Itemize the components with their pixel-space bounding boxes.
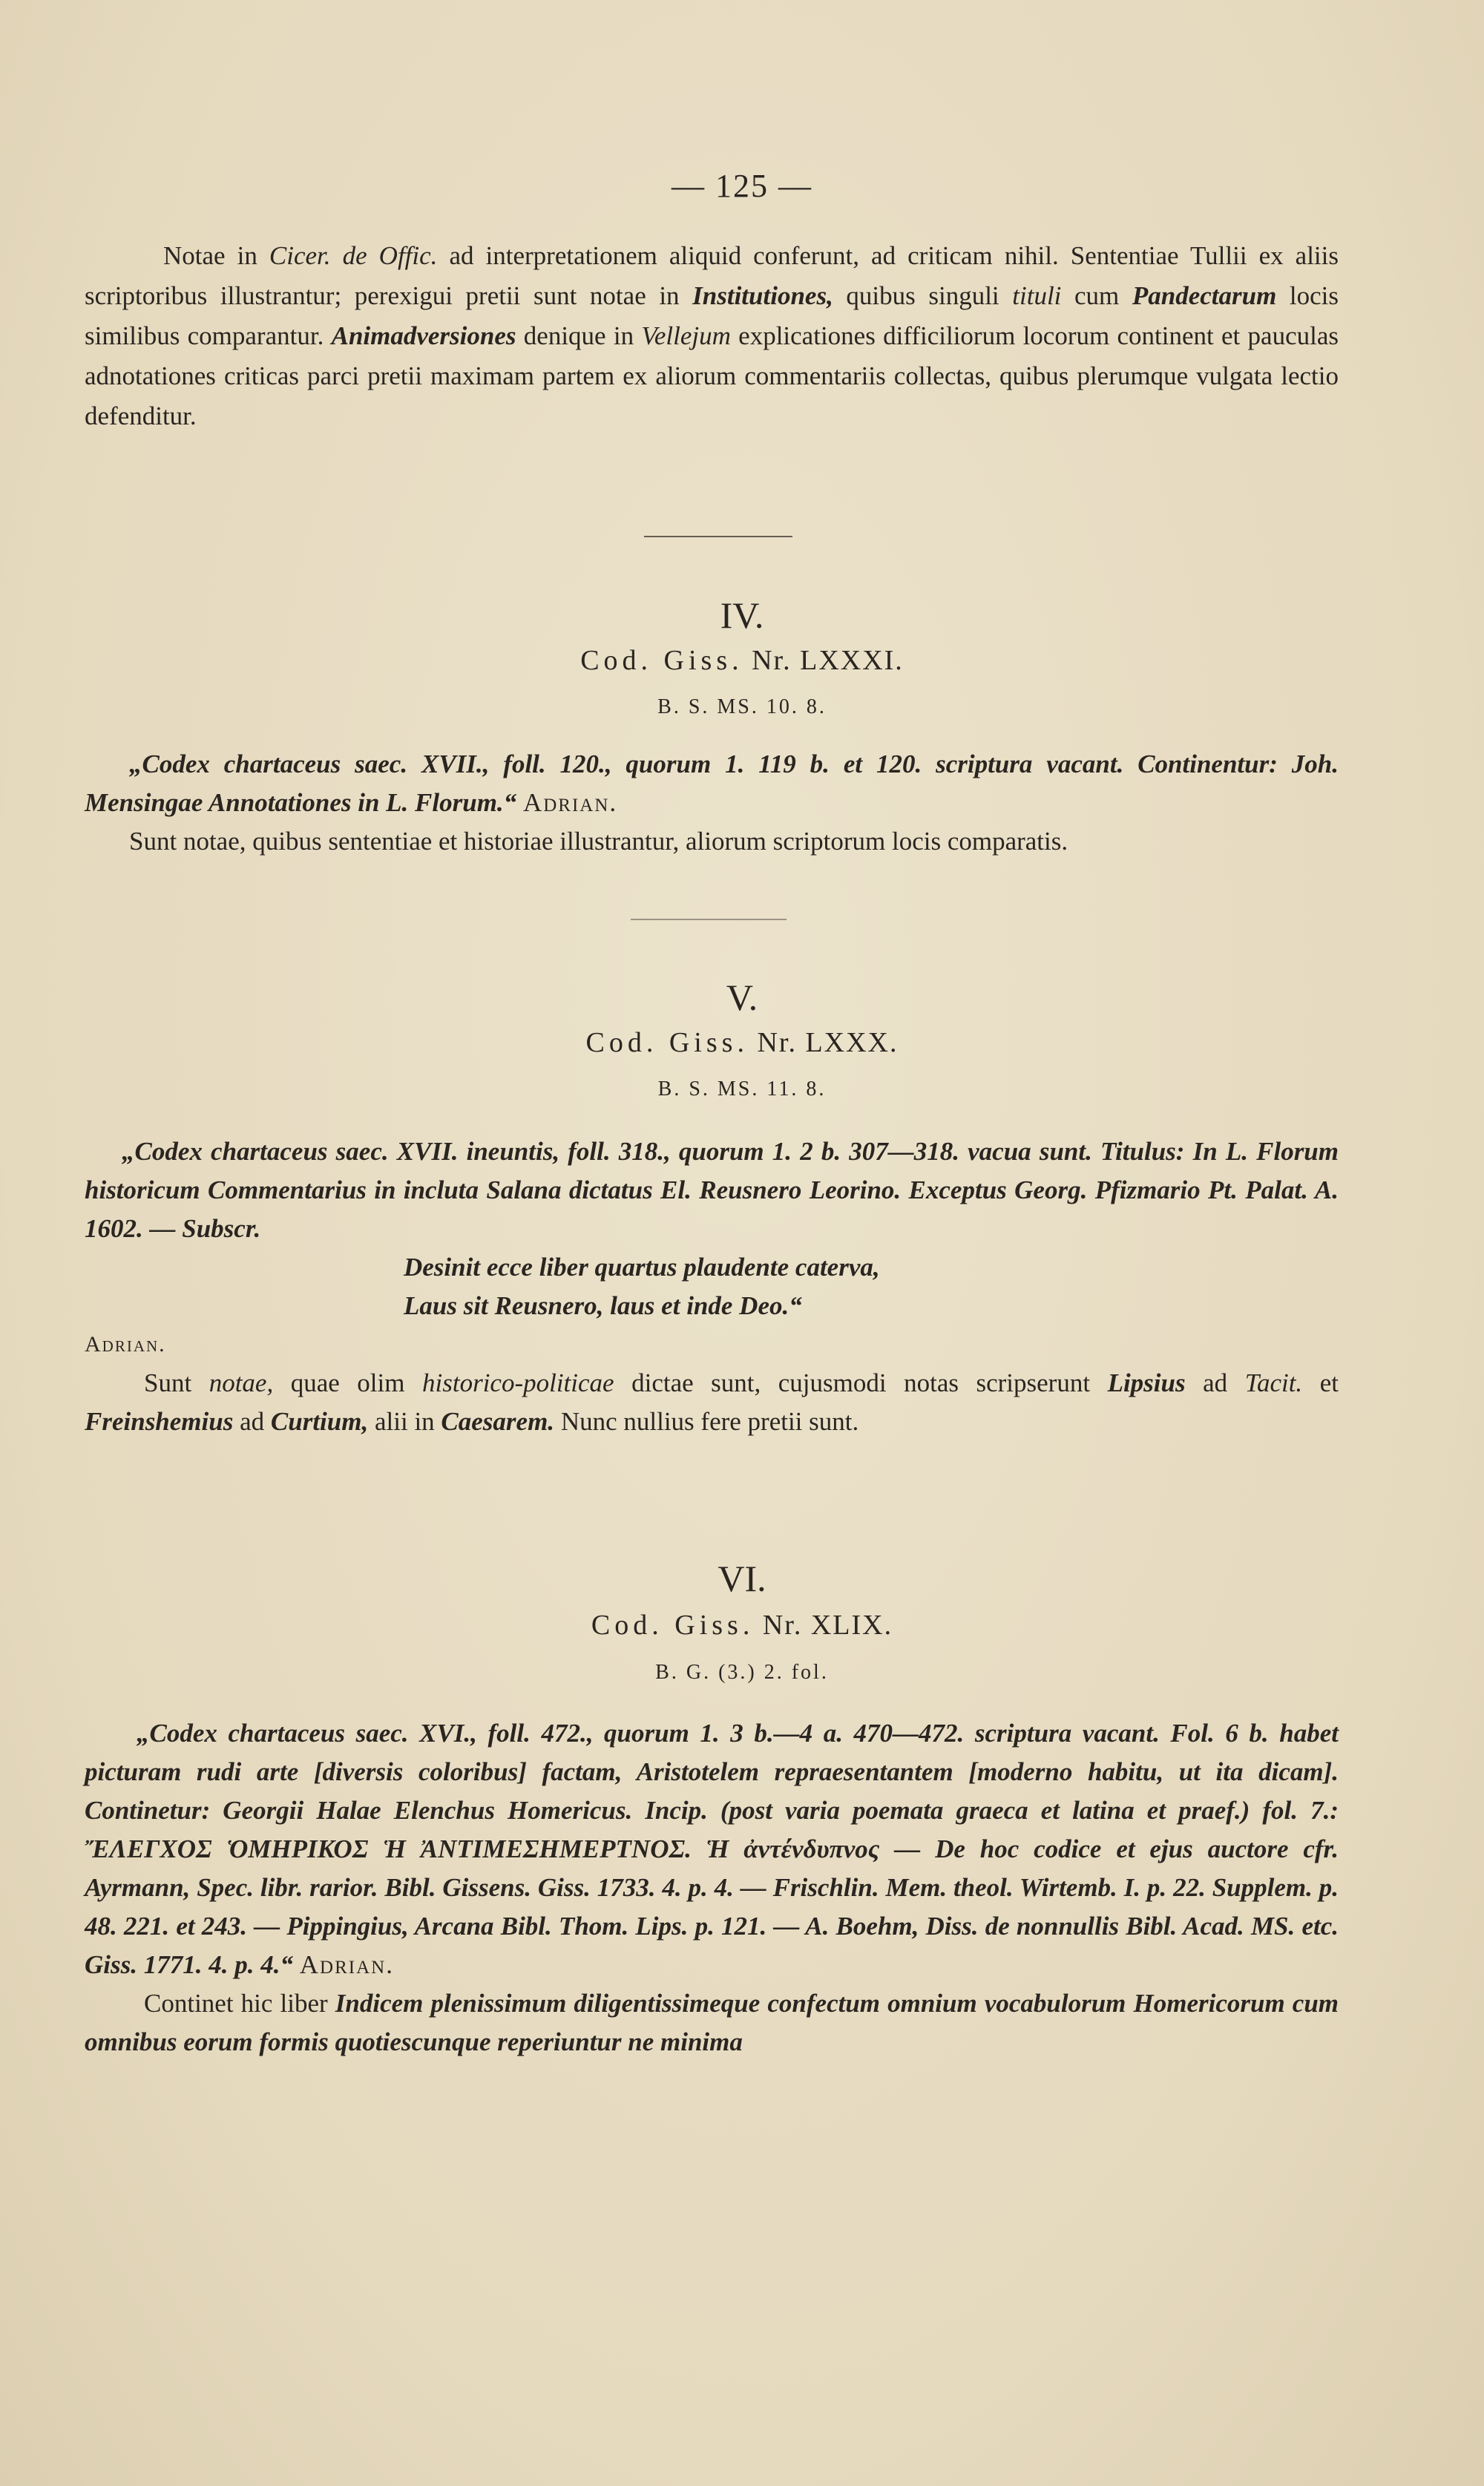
intro-text: locis similibus comparantur. [85, 281, 1339, 350]
commentary-text: ad [233, 1407, 271, 1436]
page-number: — 125 — [672, 168, 812, 204]
commentary-text: et [1302, 1368, 1339, 1397]
intro-ref: Cicer. de Offic. [269, 241, 438, 270]
attribution: Adrian. [522, 788, 618, 817]
commentary-ref: Caesarem. [441, 1407, 555, 1436]
codex-description: „Codex chartaceus saec. XVI., foll. 472., quorum 1. 3 b.—4 a. 470—472. scriptura vacant. Fol. 6 b. habet picturam rudi arte [diversis coloribus] factam, Aristotelem repraesentantem [moderno habitu, ut ita dicam]. Continetur: Georgii Halae Elenchus Homericus. Incip. (post varia poemata graeca et latina et praef.) fol. 7.: ἜΛΕΓΧΟΣ ὉΜΗΡΙΚΟΣ Ἡ ἈΝΤΙΜΕΣΗΜΕΡΤΝΟΣ. Ἡ ἀντένδυπνος — De hoc codice et ejus auctore cfr. Ayrmann, Spec. libr. rarior. Bibl. Gissens. Giss. 1733. 4. p. 4. — Frischlin. Mem. theol. Wirtemb. I. p. 22. Supplem. p. 48. 221. et 243. — Pippingius, Arcana Bibl. Thom. Lips. p. 121. — A. Boehm, Diss. de nonnullis Bibl. Acad. MS. etc. Giss. 1771. 4. p. 4.“ [85, 1719, 1339, 1979]
commentary-text: alii in [368, 1407, 441, 1436]
attribution: Adrian. [299, 1950, 394, 1979]
intro-ref: Institutiones, [692, 281, 833, 310]
intro-text: explicationes difficiliorum locorum continent et pauculas adnotationes criticas parci pretii maximam partem ex aliorum commentariis collectas, quibus plerumque vulgata lectio defenditur. [85, 321, 1339, 430]
codex-number: Nr. LXXX. [757, 1027, 899, 1058]
intro-text: cum [1061, 281, 1132, 310]
intro-text: ad interpretationem aliquid conferunt, ad criticam nihil. Sententiae Tullii ex aliis scriptoribus illustrantur; perexigui pretii sunt notae in [85, 241, 1339, 310]
intro-ref: Vellejum [641, 321, 731, 350]
section-numeral: VI. [718, 1558, 766, 1599]
codex-number: Nr. XLIX. [762, 1610, 893, 1641]
shelf-signature: B. S. MS. 11. 8. [657, 1078, 827, 1101]
codex-heading [0, 1609, 1484, 1642]
section-iv-body [85, 745, 1339, 861]
verse-line: Desinit ecce liber quartus plaudente caterva, [404, 1253, 880, 1282]
intro-text: quibus singuli [833, 281, 1013, 310]
commentary-ref: historico-politicae [422, 1368, 614, 1397]
commentary-ref: Curtium, [270, 1407, 369, 1436]
codex-heading [0, 1026, 1484, 1059]
commentary-text: Sunt [144, 1368, 209, 1397]
section-vi-body [85, 1714, 1339, 2062]
codex-label: Cod. Giss. [585, 1027, 749, 1058]
codex-label: Cod. Giss. [580, 645, 743, 676]
commentary: Sunt notae, quibus sententiae et historiae illustrantur, aliorum scriptorum locis comparatis. [129, 827, 1068, 856]
intro-paragraph [85, 236, 1339, 436]
section-divider [644, 536, 792, 537]
intro-text: denique in [516, 321, 642, 350]
intro-ref: Animadversiones [331, 321, 516, 350]
section-v-body [85, 1132, 1339, 1441]
commentary-text: dictae sunt, cujusmodi notas scripserunt [614, 1368, 1108, 1397]
shelf-signature: B. S. MS. 10. 8. [657, 695, 827, 718]
shelf-signature: B. G. (3.) 2. fol. [655, 1661, 829, 1684]
codex-label: Cod. Giss. [591, 1610, 755, 1641]
codex-number: Nr. LXXXI. [752, 645, 904, 676]
section-divider [631, 919, 787, 920]
commentary-ref: Freinshemius [85, 1407, 234, 1436]
section-numeral: IV. [720, 594, 764, 636]
section-numeral: V. [726, 977, 758, 1018]
codex-heading [0, 644, 1484, 677]
commentary-text: Nunc nullius fere pretii sunt. [554, 1407, 859, 1436]
commentary-text: quae olim [273, 1368, 422, 1397]
intro-ref: Pandectarum [1132, 281, 1277, 310]
intro-text: Notae in [163, 241, 269, 270]
commentary-ref: Tacit. [1244, 1368, 1303, 1397]
codex-description: „Codex chartaceus saec. XVII. ineuntis, foll. 318., quorum 1. 2 b. 307—318. vacua sunt. Titulus: In L. Florum historicum Commentarius in incluta Salana dictatus El. Reusnero Leorino. Exceptus Georg. Pfizmario Pt. Palat. A. 1602. — Subscr. [85, 1137, 1339, 1243]
commentary-ref: Lipsius [1107, 1368, 1186, 1397]
commentary-ref: notae, [209, 1368, 274, 1397]
attribution: Adrian. [85, 1332, 166, 1357]
intro-ref: tituli [1012, 281, 1062, 310]
verse-line: Laus sit Reusnero, laus et inde Deo.“ [404, 1291, 802, 1320]
codex-description: „Codex chartaceus saec. XVII., foll. 120., quorum 1. 119 b. et 120. scriptura vacant. Continentur: Joh. Mensingae Annotationes in L. Florum.“ [85, 750, 1339, 817]
commentary-text: ad [1185, 1368, 1245, 1397]
commentary-text: Continet hic liber [144, 1989, 335, 2018]
commentary-ref: Indicem plenissimum diligentissimeque confectum omnium vocabulorum Homericorum cum omnibus eorum formis quotiescunque reperiuntur ne minima [85, 1989, 1339, 2056]
